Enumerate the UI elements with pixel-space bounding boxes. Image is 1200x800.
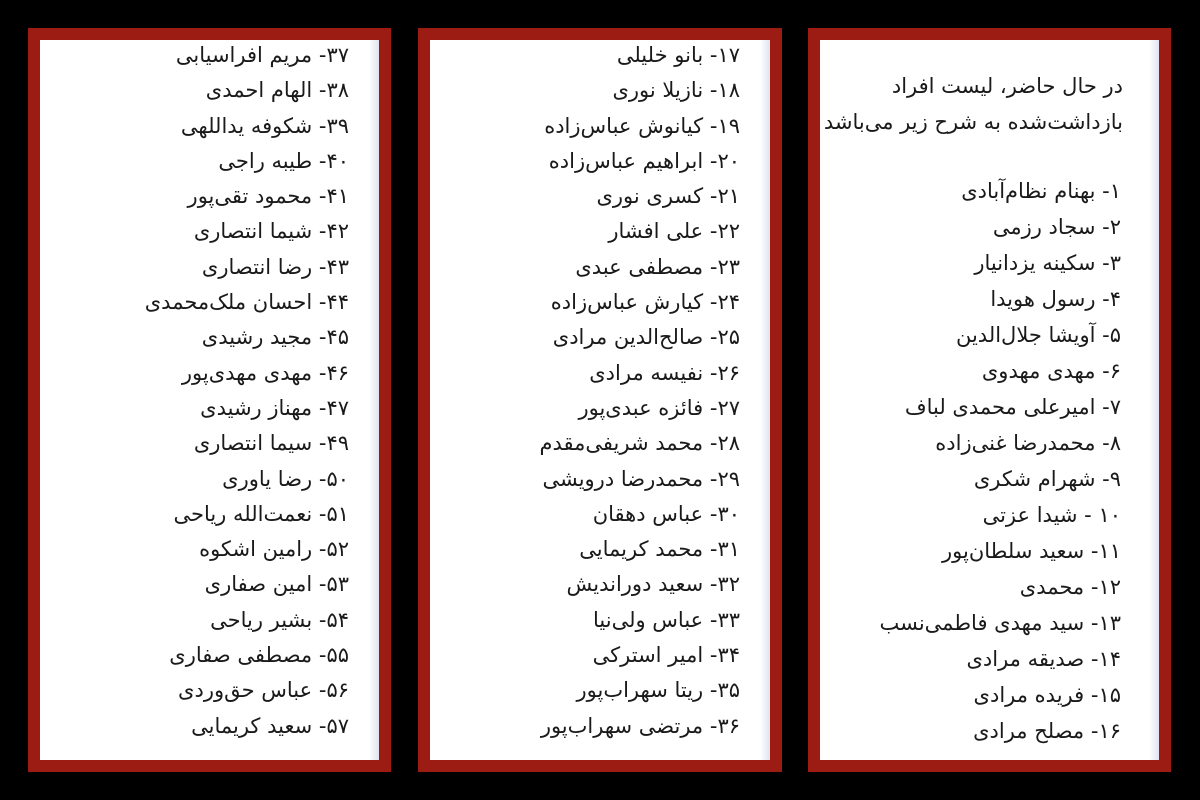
name-list-item: ۴۲- شیما انتصاری <box>193 219 349 244</box>
name-list-item: ۳۰- عباس دهقان <box>592 501 740 526</box>
intro-line-2: بازداشت‌شده به شرح زیر می‌باشد <box>823 110 1123 134</box>
name-list-item: ۴۰- طیبه راجی <box>218 148 349 173</box>
name-list-item: ۱۹- کیانوش عباس‌زاده <box>544 113 740 138</box>
name-list-item: ۴۹- سیما انتصاری <box>193 431 349 456</box>
name-list-item: ۱۳- سید مهدی فاطمی‌نسب <box>879 611 1121 635</box>
name-list-item: ۳۹- شکوفه یداللهی <box>180 113 349 138</box>
name-list-item: ۶- مهدی مهدوی <box>981 359 1121 383</box>
name-list-item: ۵۴- بشیر ریاحی <box>210 607 349 632</box>
name-list-item: ۲۷- فائزه عبدی‌پور <box>578 395 740 420</box>
name-list-item: ۵۰- رضا یاوری <box>222 466 349 491</box>
name-list-item: ۲۸- محمد شریفی‌مقدم <box>539 431 740 456</box>
name-list-item: ۴۵- مجید رشیدی <box>201 325 349 350</box>
intro-line-1: در حال حاضر، لیست افراد <box>891 74 1123 98</box>
name-list-item: ۳۵- ریتا سهراب‌پور <box>576 678 740 703</box>
list-panel-middle <box>418 28 782 772</box>
name-list-item: ۲۳- مصطفی عبدی <box>575 254 740 279</box>
names-list-right <box>824 173 1121 749</box>
name-list-item: ۲۹- محمدرضا درویشی <box>542 466 740 491</box>
list-page-middle <box>430 40 770 760</box>
name-list-item: ۲۶- نفیسه مرادی <box>589 360 740 385</box>
page-edge <box>369 40 379 760</box>
name-list-item: ۳۴- امیر استرکی <box>592 643 740 668</box>
name-list-item: ۱۸- نازیلا نوری <box>612 78 740 103</box>
name-list-item: ۱۰ - شیدا عزتی <box>982 503 1121 527</box>
name-list-item: ۴۴- احسان ملک‌محمدی <box>144 290 349 315</box>
name-list-item: ۵۲- رامین اشکوه <box>199 537 349 562</box>
name-list-item: ۱۶- مصلح مرادی <box>973 719 1121 743</box>
name-list-item: ۵۵- مصطفی صفاری <box>169 643 349 668</box>
name-list-item: ۵۶- عباس حق‌وردی <box>178 678 349 703</box>
name-list-item: ۲۰- ابراهیم عباس‌زاده <box>548 148 740 173</box>
name-list-item: ۹- شهرام شکری <box>973 467 1121 491</box>
name-list-item: ۳۱- محمد کریمایی <box>579 537 740 562</box>
name-list-item: ۸- محمدرضا غنی‌زاده <box>935 431 1121 455</box>
name-list-item: ۱۲- محمدی <box>1019 575 1121 599</box>
name-list-item: ۴- رسول هویدا <box>990 287 1121 311</box>
name-list-item: ۳۲- سعید دوراندیش <box>566 572 740 597</box>
list-panel-left <box>28 28 391 772</box>
name-list-item: ۲۲- علی افشار <box>608 219 740 244</box>
name-list-item: ۲۵- صالح‌الدین مرادی <box>552 325 740 350</box>
name-list-item: ۳۸- الهام احمدی <box>205 78 349 103</box>
page-edge <box>1149 40 1159 760</box>
name-list-item: ۲- سجاد رزمی <box>992 215 1121 239</box>
intro-text <box>824 68 1123 140</box>
names-list-middle <box>434 40 740 744</box>
name-list-item: ۳- سکینه یزدانیار <box>974 251 1121 275</box>
name-list-item: ۵۳- امین صفاری <box>204 572 349 597</box>
name-list-item: ۳۳- عباس ولی‌نیا <box>592 607 740 632</box>
name-list-item: ۱۵- فریده مرادی <box>973 683 1121 707</box>
name-list-item: ۱۴- صدیقه مرادی <box>966 647 1121 671</box>
name-list-item: ۵۱- نعمت‌الله ریاحی <box>173 501 349 526</box>
name-list-item: ۱۱- سعید سلطان‌پور <box>941 539 1121 563</box>
list-page-right <box>820 40 1159 760</box>
name-list-item: ۴۳- رضا انتصاری <box>201 254 349 279</box>
name-list-item: ۲۴- کیارش عباس‌زاده <box>550 290 740 315</box>
name-list-item: ۴۶- مهدی مهدی‌پور <box>181 360 349 385</box>
name-list-item: ۷- امیرعلی محمدی لباف <box>904 395 1121 419</box>
name-list-item: ۴۱- محمود تقی‌پور <box>187 184 349 209</box>
name-list-item: ۲۱- کسری نوری <box>596 184 740 209</box>
name-list-item: ۱۷- بانو خلیلی <box>616 43 740 67</box>
names-list-left <box>44 40 349 744</box>
list-panel-right <box>808 28 1171 772</box>
page-edge <box>760 40 770 760</box>
name-list-item: ۳۶- مرتضی سهراب‌پور <box>540 713 740 738</box>
name-list-item: ۵- آویشا جلال‌الدین <box>955 323 1121 347</box>
name-list-item: ۵۷- سعید کریمایی <box>191 713 349 738</box>
name-list-item: ۴۷- مهناز رشیدی <box>200 395 349 420</box>
list-page-left <box>40 40 379 760</box>
name-list-item: ۳۷- مریم افراسیابی <box>175 43 349 67</box>
name-list-item: ۱- بهنام نظام‌آبادی <box>961 179 1121 203</box>
